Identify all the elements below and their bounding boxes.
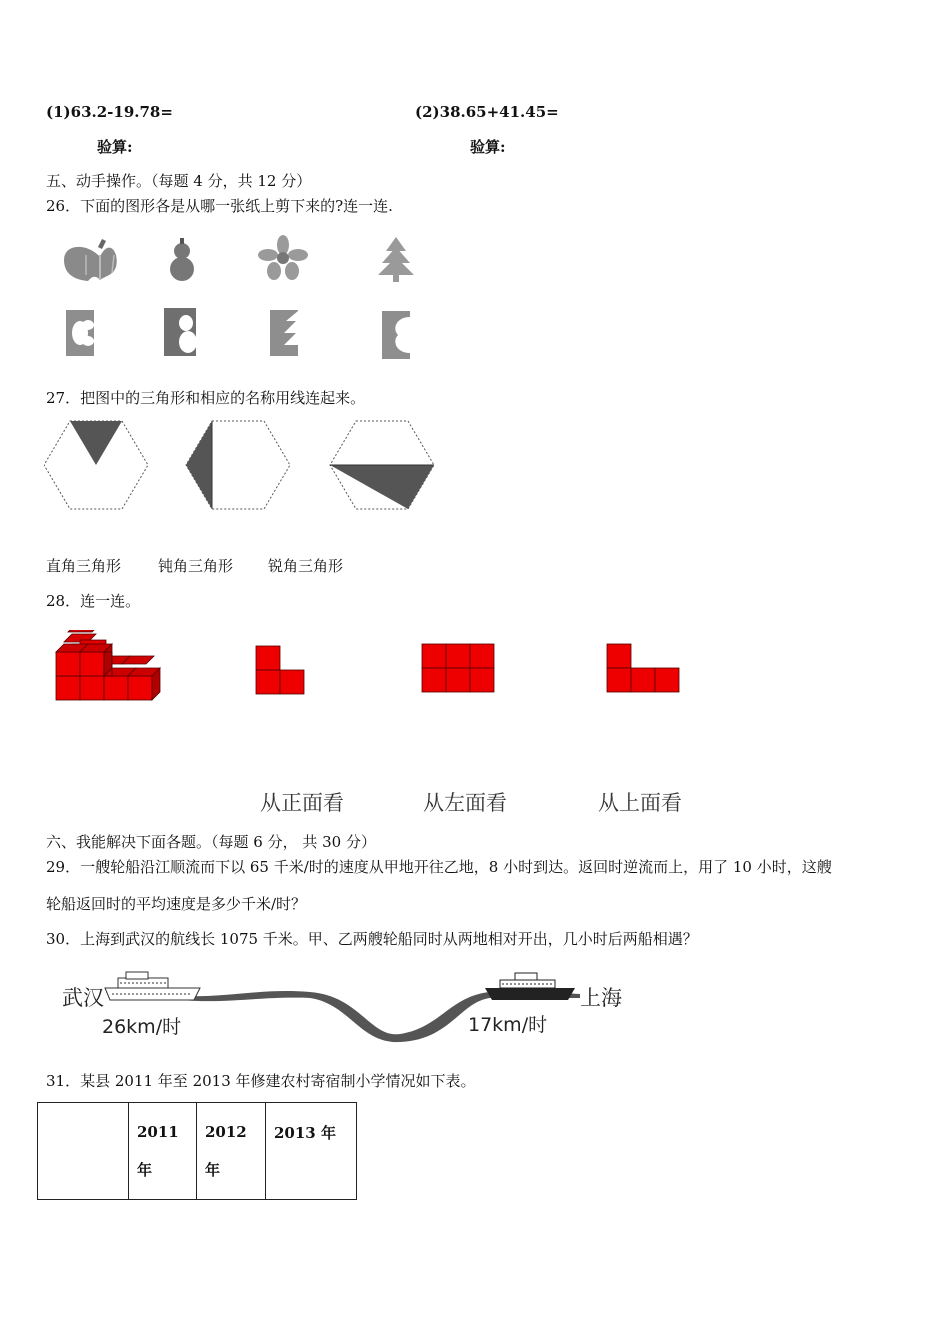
paper-cut-flower-icon — [66, 310, 94, 356]
section-5-title: 五、动手操作。（每题 4 分，共 12 分） — [46, 172, 312, 190]
speed-left: 26km/时 — [102, 1016, 182, 1038]
view-side — [256, 646, 304, 694]
check-label-2: 验算: — [470, 138, 506, 156]
triangle-name-right: 直角三角形 — [46, 557, 122, 575]
check-label-1: 验算: — [97, 138, 133, 156]
table-row — [38, 1103, 357, 1200]
hexagon-3 — [330, 421, 434, 509]
table-header-2012: 2012 年 — [197, 1103, 266, 1200]
q28-text: 28．连一连。 — [46, 592, 141, 610]
triangle-name-obtuse: 钝角三角形 — [158, 557, 234, 575]
q30-text: 30．上海到武汉的航线长 1075 千米。甲、乙两艘轮船同时从两地相对开出，几小时后两船相遇？ — [46, 930, 698, 948]
cube-stack-3d — [56, 630, 160, 700]
paper-cut-gourd-icon — [164, 308, 197, 356]
q31-text: 31．某县 2011 年至 2013 年修建农村寄宿制小学情况如下表。 — [46, 1072, 476, 1090]
view-label-top: 从上面看 — [598, 791, 682, 815]
q29-text-line1: 29．一艘轮船沿江顺流而下以 65 千米/时的速度从甲地开往乙地，8 小时到达。返回时逆流而上，用了 10 小时，这艘 — [46, 858, 832, 876]
hexagon-2 — [186, 421, 290, 509]
table-cell-empty — [38, 1103, 129, 1200]
paper-cut-tree-icon — [270, 310, 298, 356]
view-label-front: 从正面看 — [260, 791, 344, 815]
q31-table — [37, 1102, 357, 1200]
table-header-2013: 2013 年 — [266, 1103, 357, 1200]
gourd-icon — [170, 238, 194, 281]
q27-hexagons — [44, 418, 444, 513]
view-grid — [422, 644, 494, 692]
ship-right-icon — [485, 973, 575, 1000]
tree-icon — [378, 237, 414, 282]
city-left: 武汉 — [62, 986, 104, 1010]
speed-right: 17km/时 — [468, 1014, 548, 1036]
q28-cube-figures — [50, 630, 690, 710]
ship-left-icon — [105, 972, 200, 1000]
q29-text-line2: 轮船返回时的平均速度是多少千米/时？ — [46, 895, 307, 913]
calc-q1: (1)63.2-19.78= — [46, 103, 173, 121]
hexagon-1 — [44, 421, 148, 509]
view-front — [607, 644, 679, 692]
q26-text: 26．下面的图形各是从哪一张纸上剪下来的?连一连. — [46, 197, 393, 215]
view-label-left: 从左面看 — [423, 791, 507, 815]
triangle-name-acute: 锐角三角形 — [268, 557, 344, 575]
q27-text: 27．把图中的三角形和相应的名称用线连起来。 — [46, 389, 366, 407]
calc-q2: (2)38.65+41.45= — [415, 103, 559, 121]
section-6-title: 六、我能解决下面各题。（每题 6 分， 共 30 分） — [46, 833, 376, 851]
table-header-2011: 2011 年 — [129, 1103, 197, 1200]
paper-cut-apple-icon — [382, 311, 410, 359]
q26-figures — [40, 225, 440, 370]
apple-icon — [64, 239, 117, 281]
city-right: 上海 — [580, 986, 622, 1010]
flower-icon — [258, 235, 308, 280]
